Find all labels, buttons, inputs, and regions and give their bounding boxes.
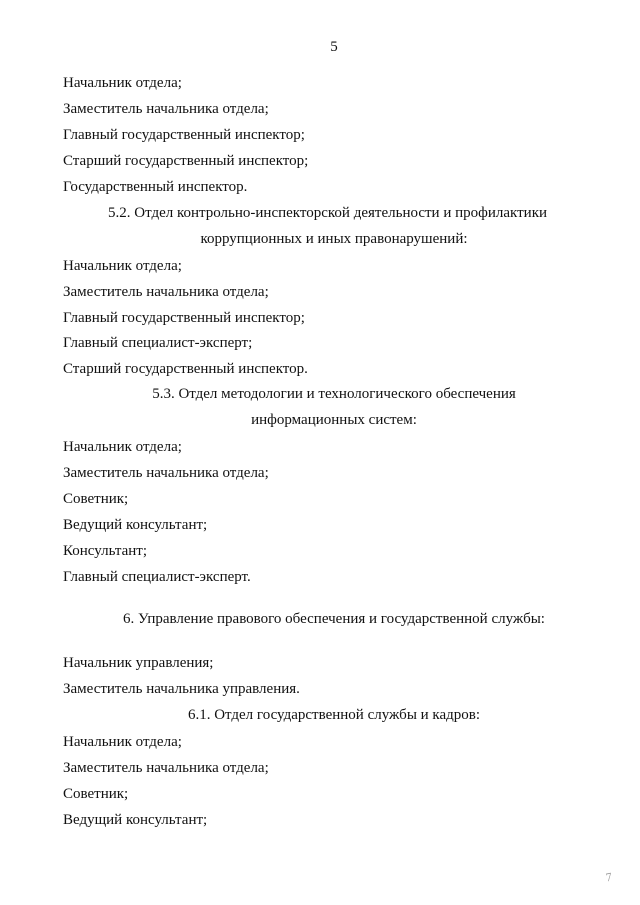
list-item: Начальник управления; [63,655,214,671]
section-heading-5-3-cont: информационных систем: [251,412,417,428]
page-number: 5 [330,39,338,55]
list-item: Советник; [63,491,129,507]
corner-mark: 7 [604,869,614,885]
list-item: Ведущий консультант; [63,517,208,533]
list-item: Государственный инспектор. [63,179,248,195]
list-item: Главный государственный инспектор; [63,310,305,326]
list-item: Заместитель начальника отдела; [63,760,269,776]
list-item: Начальник отдела; [63,734,182,750]
list-item: Заместитель начальника управления. [63,681,300,697]
list-item: Советник; [63,786,129,802]
section-heading-5-3: 5.3. Отдел методологии и технологического обеспечения [152,386,516,402]
list-item: Старший государственный инспектор. [63,361,308,377]
list-item: Главный специалист-эксперт; [63,335,253,351]
list-item: Старший государственный инспектор; [63,153,309,169]
list-item: Заместитель начальника отдела; [63,465,269,481]
list-item: Ведущий консультант; [63,812,208,828]
list-item: Заместитель начальника отдела; [63,284,269,300]
list-item: Начальник отдела; [63,75,182,91]
section-heading-5-2-cont: коррупционных и иных правонарушений: [200,231,468,247]
list-item: Консультант; [63,543,147,559]
section-heading-6-1: 6.1. Отдел государственной службы и кадров: [187,707,481,723]
section-heading-5-2: 5.2. Отдел контрольно-инспекторской деятельности и профилактики [108,205,548,221]
list-item: Начальник отдела; [63,439,182,455]
list-item: Начальник отдела; [63,258,182,274]
list-item: Главный специалист-эксперт. [63,569,251,585]
list-item: Заместитель начальника отдела; [63,101,269,117]
list-item: Главный государственный инспектор; [63,127,305,143]
section-heading-6: 6. Управление правового обеспечения и государственной службы: [123,611,545,627]
